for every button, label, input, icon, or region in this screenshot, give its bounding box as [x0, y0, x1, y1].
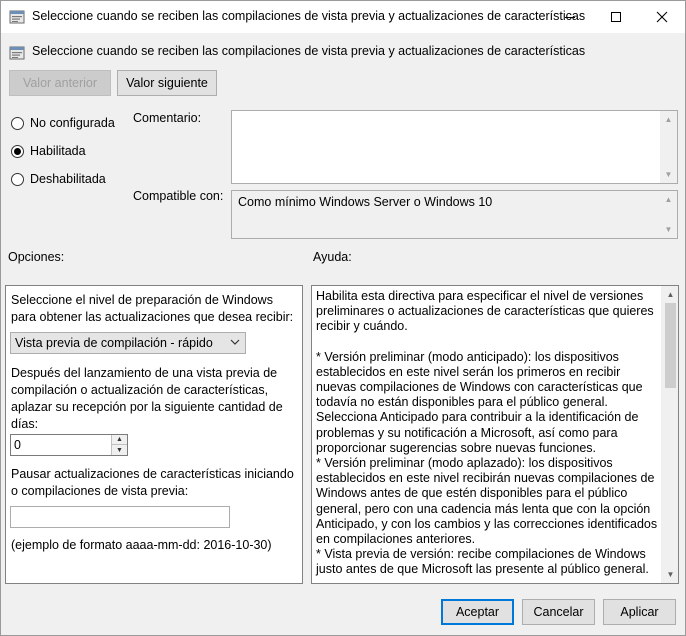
policy-title: Seleccione cuando se reciben las compilaciones de vista previa y actualizaciones de características: [32, 44, 586, 58]
ok-button[interactable]: [441, 599, 514, 625]
policy-settings-icon: [9, 45, 25, 61]
help-panel: [311, 285, 679, 584]
minimize-icon: [564, 11, 576, 23]
scroll-up-icon[interactable]: ▲: [664, 115, 673, 124]
compatible-value: Como mínimo Windows Server o Windows 10: [238, 195, 493, 209]
maximize-icon: [610, 11, 622, 23]
apply-label: Aplicar: [620, 605, 659, 619]
pause-date-field[interactable]: [10, 506, 230, 528]
help-paragraph: * Versión preliminar (modo anticipado): los dispositivos establecidos en este nivel serán los primeros en recibir nuevas compilaciones de Windows con características que todavía no están disponibles para el público general. Selecciona Anticipado para contribuir a la identificación de problemas y su notificación a Microsoft, así como para proporcionar sugerencias sobre nuevas funciones.: [316, 349, 643, 455]
previous-setting-button[interactable]: [9, 70, 111, 96]
scroll-down-icon[interactable]: ▼: [664, 225, 673, 234]
chevron-down-icon: [229, 336, 241, 348]
stepper-up-icon[interactable]: ▲: [112, 435, 127, 445]
policy-settings-icon: [9, 9, 25, 25]
scroll-up-icon[interactable]: ▲: [666, 290, 675, 299]
defer-days-stepper[interactable]: [10, 434, 128, 456]
scroll-up-icon[interactable]: ▲: [664, 195, 673, 204]
close-button[interactable]: [639, 1, 685, 33]
help-text: [316, 289, 660, 578]
scroll-down-icon[interactable]: ▼: [664, 170, 673, 179]
pause-prompt: Pausar actualizaciones de características iniciando o compilaciones de vista previa:: [11, 467, 294, 498]
stepper-buttons: [111, 435, 127, 455]
help-paragraph: * Vista previa de versión: recibe compilaciones de Windows justo antes de que Microsoft las presente al público general.: [316, 547, 649, 577]
previous-setting-label: Valor anterior: [22, 76, 98, 90]
maximize-button[interactable]: [593, 1, 639, 33]
next-setting-label: Valor siguiente: [126, 76, 208, 90]
apply-button[interactable]: [603, 599, 676, 625]
title-bar: [1, 1, 685, 33]
radio-circle-selected[interactable]: [11, 145, 24, 158]
radio-enabled[interactable]: [11, 144, 86, 158]
defer-days-prompt: Después del lanzamiento de una vista previa de compilación o actualización de características, aplazar su recepción por la siguiente cantidad de días:: [11, 366, 283, 431]
radio-label: Deshabilitada: [30, 172, 106, 186]
help-paragraph: Habilita esta directiva para especificar el nivel de versiones preliminares o actualizaciones de características que quieres recibir y cuándo.: [316, 289, 654, 334]
cancel-button[interactable]: [522, 599, 595, 625]
help-label: Ayuda:: [313, 250, 352, 264]
comment-label: Comentario:: [133, 111, 202, 125]
readiness-level-select[interactable]: [10, 332, 246, 354]
minimize-button[interactable]: [547, 1, 593, 33]
comment-scrollbar[interactable]: [660, 111, 677, 183]
radio-not-configured[interactable]: [11, 116, 115, 130]
options-label: Opciones:: [8, 250, 65, 264]
options-panel: [5, 285, 303, 584]
compatible-label: Compatible con:: [133, 189, 224, 203]
ok-label: Aceptar: [455, 605, 500, 619]
readiness-level-value: Vista previa de compilación - rápido: [15, 336, 213, 350]
defer-days-value: 0: [14, 438, 21, 452]
stepper-down-icon[interactable]: ▼: [116, 446, 123, 454]
pause-format-hint: (ejemplo de formato aaaa-mm-dd: 2016-10-30): [11, 538, 272, 552]
radio-circle[interactable]: [11, 117, 24, 130]
comment-field[interactable]: [231, 110, 678, 184]
radio-label: No configurada: [30, 116, 115, 130]
radio-label: Habilitada: [30, 144, 86, 158]
help-paragraph: * Versión preliminar (modo aplazado): los dispositivos establecidos en este nivel recibirán nuevas compilaciones de Windows antes de que estén disponibles para el público general, pero con una cadencia más lenta que con la opción Anticipado, y con los cambios y las correcciones identificados en compilaciones anteriores.: [316, 456, 658, 547]
radio-circle[interactable]: [11, 173, 24, 186]
readiness-level-prompt: Seleccione el nivel de preparación de Windows para obtener las actualizaciones que desea recibir:: [11, 293, 294, 324]
help-scrollbar[interactable]: [661, 286, 678, 583]
scroll-down-icon[interactable]: ▼: [666, 570, 675, 579]
close-icon: [656, 11, 668, 23]
window-title: Seleccione cuando se reciben las compilaciones de vista previa y actualizaciones de características: [32, 9, 586, 23]
next-setting-button[interactable]: [117, 70, 217, 96]
compatible-field: [231, 190, 678, 239]
compatible-scrollbar[interactable]: [660, 191, 677, 238]
cancel-label: Cancelar: [533, 605, 584, 619]
scrollbar-thumb[interactable]: [665, 303, 676, 388]
radio-disabled[interactable]: [11, 172, 106, 186]
